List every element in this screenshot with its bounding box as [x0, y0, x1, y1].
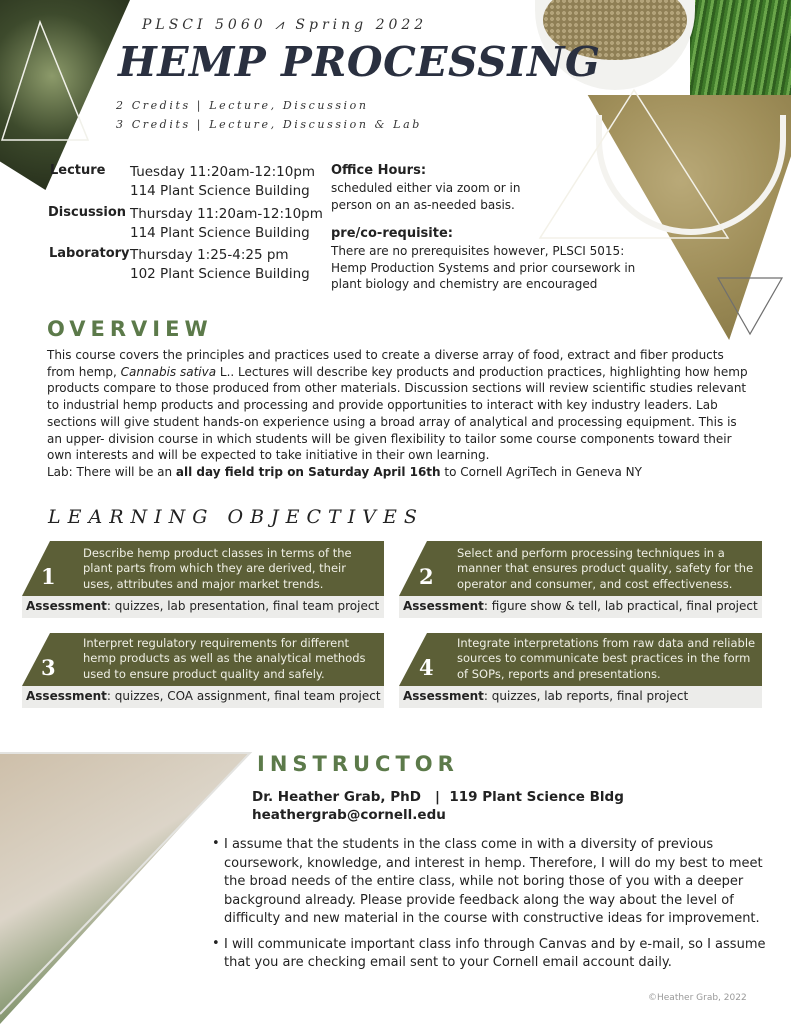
- objective-text: Interpret regulatory requirements for different hemp products as well as the analytical methods used to ensure product quality and safely.: [83, 636, 366, 681]
- learning-objectives-heading: LEARNING OBJECTIVES: [48, 506, 424, 528]
- course-code: PLSCI 5060 ⩘ Spring 2022: [142, 17, 428, 33]
- hemp-bud-photo: [0, 0, 130, 190]
- objective-assessment: Assessment: quizzes, lab reports, final project: [399, 686, 762, 708]
- overview-heading: OVERVIEW: [47, 317, 213, 341]
- objective-number: 4: [419, 655, 434, 680]
- schedule-time: Thursday 1:25-4:25 pm: [130, 247, 289, 263]
- schedule-location: 102 Plant Science Building: [130, 266, 310, 282]
- objective-text: Describe hemp product classes in terms of the plant parts from which they are derived, their uses, attributes and major market trends.: [83, 546, 352, 591]
- instructor-email[interactable]: heathergrab@cornell.edu: [252, 807, 446, 823]
- objective-assessment: Assessment: quizzes, COA assignment, final team project: [22, 686, 384, 708]
- instructor-heading: INSTRUCTOR: [257, 752, 459, 776]
- grass-photo: [690, 0, 791, 95]
- credits-line-1: 2 Credits | Lecture, Discussion: [116, 99, 369, 112]
- schedule-time: Tuesday 11:20am-12:10pm: [130, 164, 316, 180]
- schedule-label: Laboratory: [49, 246, 130, 261]
- schedule-location: 114 Plant Science Building: [130, 183, 310, 199]
- objective-card-4: [399, 633, 762, 711]
- objective-card-2: [399, 541, 762, 619]
- instructor-bullets: [212, 836, 768, 973]
- office-hours-text: scheduled either via zoom or in person on an as-needed basis.: [331, 181, 521, 212]
- field-trip-highlight: all day field trip on Saturday April 16th: [175, 464, 441, 479]
- prereq-label: pre/co-requisite:: [331, 226, 453, 241]
- credits-line-2: 3 Credits | Lecture, Discussion & Lab: [116, 118, 422, 131]
- instructor-name: Dr. Heather Grab, PhD | 119 Plant Science Bldg: [252, 789, 624, 805]
- objective-text: Select and perform processing techniques in a manner that ensures product quality, safety for the operator and consumer, and cost effectiveness.: [457, 546, 754, 591]
- objective-text: Integrate interpretations from raw data and reliable sources to communicate best practices in the form of SOPs, reports and presentations.: [457, 636, 756, 681]
- schedule-location: 114 Plant Science Building: [130, 225, 310, 241]
- overview-body: This course covers the principles and practices used to create a diverse array of food, extract and fiber products from hemp, Cannabis sativa L.. Lectures will describe key products and production practices, highlighting how hemp products compare to those produced from other materials. Discussion sections will review scientific studies relevant to industrial hemp products and processing and provide opportunities to interact with key industry leaders. Lab sections will give student hands-on experience using a broad array of analytical and processing equipment. This is an upper- division course in which students will be given flexibility to tailor some course components toward their own interests and will be expected to take initiative in their own learning. Lab: There will be an all day field trip on Saturday April 16th to Cornell AgriTech in Geneva NY: [47, 348, 748, 479]
- schedule-label: Discussion: [48, 205, 127, 220]
- list-item: • I assume that the students in the class come in with a diversity of previous coursework, knowledge, and interest in hemp. Therefore, I will do my best to meet the broad needs of the entire class, while not boring those of you with a deeper background already. Please provide feedback along the way about the level of difficulty and new material in the course with constructive ideas for improvement.: [212, 836, 763, 926]
- objective-assessment: Assessment: quizzes, lab presentation, final team project: [22, 596, 384, 618]
- objective-number: 2: [419, 564, 434, 589]
- objective-card-1: [22, 541, 384, 619]
- objective-number: 3: [41, 655, 56, 680]
- office-hours-label: Office Hours:: [331, 163, 427, 178]
- objective-assessment: Assessment: figure show & tell, lab practical, final project: [399, 596, 762, 618]
- prereq-text: There are no prerequisites however, PLSCI 5015: Hemp Production Systems and prior coursework in plant biology and chemistry are encouraged: [331, 244, 636, 291]
- page-title: HEMP PROCESSING: [118, 38, 601, 86]
- schedule-time: Thursday 11:20am-12:10pm: [130, 206, 323, 222]
- schedule-label: Lecture: [50, 163, 106, 178]
- objective-number: 1: [41, 564, 56, 589]
- copyright-footer: ©Heather Grab, 2022: [648, 993, 747, 1003]
- objective-card-3: [22, 633, 384, 711]
- list-item: • I will communicate important class info through Canvas and by e-mail, so I assume that you are checking email sent to your Cornell email account daily.: [212, 935, 766, 970]
